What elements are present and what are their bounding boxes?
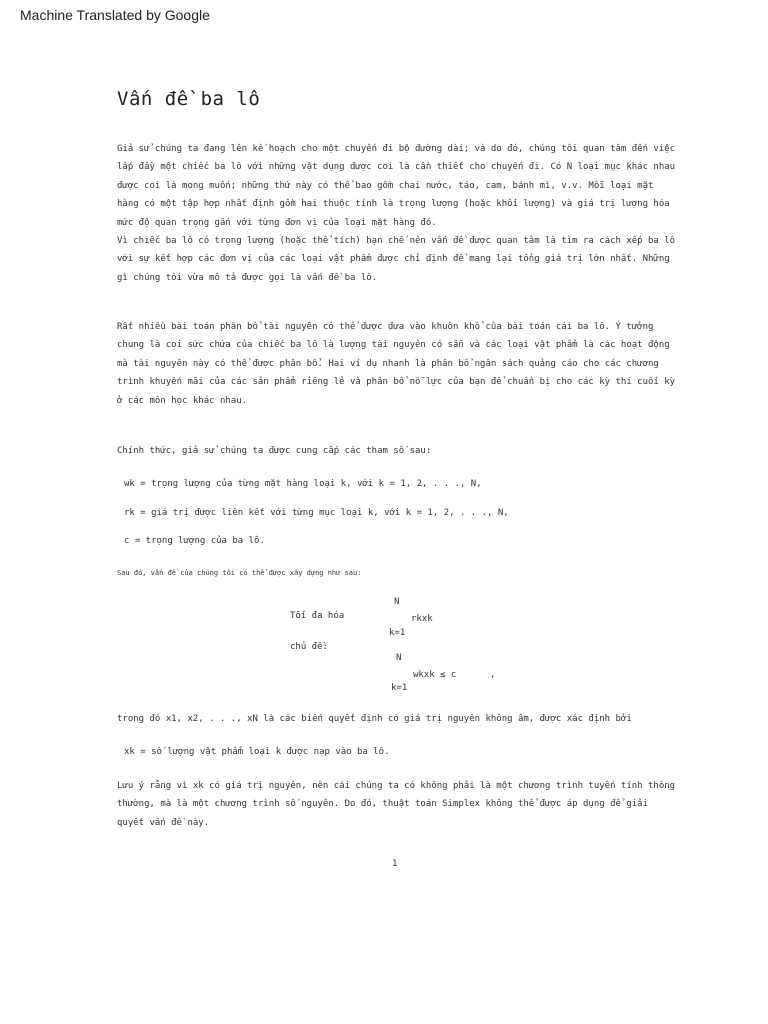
formulation-intro: Sau đó, vấn đề của chúng tôi có thể được xây dựng như sau: [117, 569, 362, 577]
subject-to-label: chủ đề: [290, 642, 328, 652]
sum-upper-limit: N [394, 597, 400, 607]
integer-program-note: Lưu ý rằng vì xk có giá trị nguyên, nên cái chúng ta có không phải là một chương trình tuyến tính thông thường, mà là một chương trình số nguyên. Do đó, thuật toán Simplex không thể được áp dụng để giải quyết vấn đề này. [117, 781, 676, 828]
machine-translation-banner: Machine Translated by Google [20, 7, 210, 23]
problem-definition-paragraph: Vì chiếc ba lô có trọng lượng (hoặc thể tích) hạn chế nên vấn đề được quan tâm là tìm ra cách xếp ba lô với sự kết hợp các đơn vị của các loại vật phẩm được chỉ định để mang lại tổng giá trị lớn nhất. Những gì chúng tôi vừa mô tả được gọi là vấn đề ba lô. [117, 236, 676, 283]
param-weight: wk = trọng lượng của từng mặt hàng loại k, với k = 1, 2, . . ., N, [124, 479, 482, 489]
maximize-label: Tối đa hóa [290, 611, 345, 621]
constraint-comma: , [490, 670, 496, 680]
xk-definition: xk = số lượng vật phẩm loại k được nạp vào ba lô. [124, 747, 390, 757]
sum-lower-limit: k=1 [391, 683, 408, 693]
intro-paragraph: Giả sử chúng ta đang lên kế hoạch cho một chuyến đi bộ đường dài; và do đó, chúng tôi quan tâm đến việc lấp đầy một chiếc ba lô với những vật dụng được coi là cần thiết cho chuyến đi. Có N loại mục khác nhau được coi là mong muốn; những thứ này có thể bao gồm chai nước, táo, cam, bánh mì, v.v. Mỗi loại mặt hàng có một tập hợp nhất định gồm hai thuộc tính là trọng lượng (hoặc khối lượng) và giá trị lượng hóa mức độ quan trọng gắn với từng đơn vị của loại mặt hàng đó. [117, 144, 676, 228]
sum-upper-limit: N [396, 653, 402, 663]
objective-term: rkxk [411, 614, 433, 624]
param-value: rk = giá trị được liên kết với từng mục loại k, với k = 1, 2, . . ., N, [124, 508, 509, 518]
param-capacity: c = trọng lượng của ba lô. [124, 536, 265, 546]
resource-allocation-paragraph: Rất nhiều bài toán phân bổ tài nguyên có thể được đưa vào khuôn khổ của bài toán cái ba lô. Ý tưởng chung là coi sức chứa của chiếc ba lô là lượng tài nguyên có sẵn và các loại vật phẩm là các hoạt động mà tài nguyên này có thể được phân bổ. Hai ví dụ nhanh là phân bổ ngân sách quảng cáo cho các chương trình khuyến mãi của các sản phẩm riêng lẻ và phân bổ nỗ lực của bạn để chuẩn bị cho các kỳ thi cuối kỳ ở các môn học khác nhau. [117, 322, 676, 406]
intro-section [117, 140, 677, 287]
page-number: 1 [392, 859, 398, 869]
sum-lower-limit: k=1 [389, 628, 406, 638]
decision-variables-text: trong đó x1, x2, . . ., xN là các biến quyết định có giá trị nguyên không âm, được xác định bởi [117, 714, 632, 724]
constraint-term: wkxk ≤ c [413, 670, 457, 680]
page-title: Vấn đề ba lô [117, 88, 261, 110]
parameters-intro: Chính thức, giả sử chúng ta được cung cấp các tham số sau: [117, 446, 432, 456]
